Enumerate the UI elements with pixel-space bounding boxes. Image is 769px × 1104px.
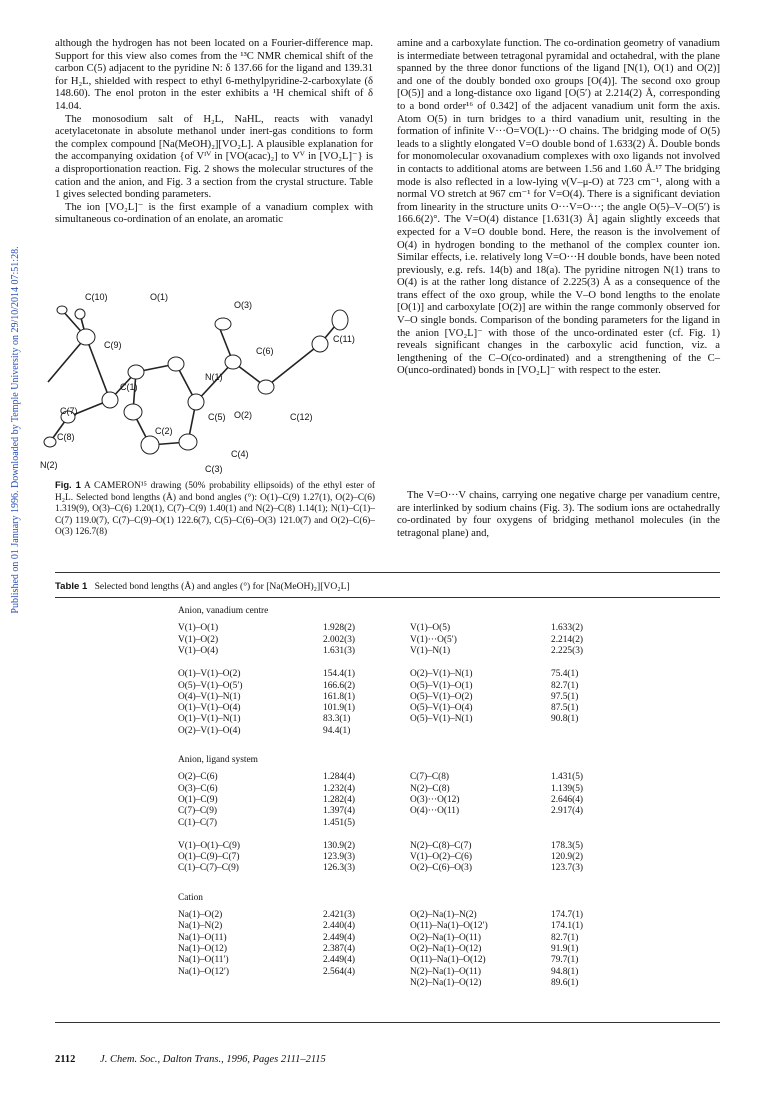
table-cell-parameter: O(1)–V(1)–O(4) [178,703,241,714]
table-cell-value: 174.1(1) [551,921,584,932]
atom-label: O(1) [150,292,168,302]
table-cell-value: 123.9(3) [323,852,356,863]
table-cell-value: 82.7(1) [551,932,579,943]
molecular-structure-figure [38,282,380,478]
atom-label: C(7) [60,406,78,416]
figure-caption [55,479,375,539]
table-cell-parameter: C(1)–C(7) [178,817,218,828]
table-cell-parameter: C(1)–C(7)–C(9) [178,863,239,874]
table-cell-value: 123.7(3) [551,863,584,874]
paragraph: The ion [VO₂L]⁻ is the first example of a vanadium complex with simultaneous co-ordination of an enolate, an aromatic [55,201,373,226]
atom-label: C(12) [290,412,313,422]
table-cell-parameter: C(7)–C(9) [178,806,218,817]
page-number: 2112 [55,1054,76,1065]
table-cell-parameter: O(5)–V(1)–N(1) [410,714,473,725]
atom-ellipsoids [44,306,348,454]
table-cell-parameter: O(4)–V(1)–N(1) [178,691,241,702]
table-section-heading: Anion, ligand system [178,755,258,765]
table-cell-parameter: O(2)–Na(1)–O(12) [410,943,482,954]
table-label: Table 1 [55,581,88,592]
caption-label: Fig. 1 [55,479,81,490]
table-cell-value: 2.225(3) [551,645,584,656]
table-cell-value: 1.397(4) [323,806,356,817]
table-section-heading: Cation [178,892,203,903]
table-cell-parameter: Na(1)–N(2) [178,921,223,932]
table-cell-value: 2.440(4) [323,921,356,932]
table-cell-value: 79.7(1) [551,955,579,966]
table-caption [55,581,350,592]
table-cell-value: 2.214(2) [551,634,584,645]
download-watermark [0,0,22,1104]
table-cell-value: 87.5(1) [551,703,579,714]
table-bottom-rule [55,1022,720,1023]
table-cell-value: 97.5(1) [551,691,579,702]
table-cell-parameter: V(1)–O(1) [178,623,219,634]
table-cell-parameter: O(2)–V(1)–O(4) [178,725,241,736]
table-cell-parameter: Na(1)–O(2) [178,910,223,920]
atom-label: C(4) [231,449,249,459]
table-top-rule [55,572,720,573]
table-cell-parameter: V(1)···O(5′) [410,634,457,645]
atom-label: C(6) [256,346,274,356]
table-cell-value: 94.4(1) [323,725,351,736]
table-cell-parameter: O(1)–V(1)–O(2) [178,669,241,680]
table-cell-parameter: O(11)–Na(1)–O(12) [410,955,486,966]
table-cell-parameter: O(2)–C(6)–O(3) [410,863,472,874]
atom-label: N(2) [40,460,58,470]
table-cell-value: 166.6(2) [323,680,356,691]
table-cell-parameter: C(7)–C(8) [410,772,450,783]
atom-labels [40,292,355,474]
table-cell-value: 83.3(1) [323,714,351,725]
table-cell-parameter: V(1)–O(5) [410,623,451,634]
table-cell-parameter: O(2)–C(6) [178,772,218,783]
table-cell-parameter: N(2)–C(8) [410,783,450,794]
atom-label: N(1) [205,372,223,382]
table-cell-value: 2.421(3) [323,910,356,920]
right-column-continued [397,490,720,540]
journal-reference: J. Chem. Soc., Dalton Trans., 1996, Pages 2111–2115 [100,1054,326,1065]
paragraph: The monosodium salt of H₂L, NaHL, reacts with vanadyl acetylacetonate in absolute methanol under inert-gas conditions to form the complex compound [Na(MeOH)₂][VO₂L]. A plausible explanation for the accompanying oxidation {of Vᴵⱽ in [VO(acac)₂] to Vⱽ in [VO₂L]⁻} is a disproportionation reaction. Fig. 2 shows the molecular structures of the cation and the anion, and Fig. 3 a section from the crystal structure. Table 1 gives selected bonding parameters. [55,113,373,201]
table-cell-value: 89.6(1) [551,977,579,988]
table-cell-value: 2.564(4) [323,966,356,977]
table-cell-parameter: O(5)–V(1)–O(1) [410,680,473,691]
left-column [55,38,373,227]
page-footer [55,1054,326,1065]
table-cell-parameter: O(1)–V(1)–N(1) [178,714,241,725]
atom-label: C(9) [104,340,122,350]
table-cell-parameter: V(1)–O(4) [178,645,219,656]
table-cell-parameter: O(11)–Na(1)–O(12′) [410,921,488,932]
table-cell-parameter: V(1)–N(1) [410,645,451,656]
table-cell-value: 178.3(5) [551,840,584,851]
table-cell-value: 1.282(4) [323,794,356,805]
bonds [48,310,340,445]
table-cell-value: 2.646(4) [551,794,584,805]
atom-label: C(10) [85,292,108,302]
table-cell-parameter: N(2)–Na(1)–O(12) [410,977,482,988]
right-column [397,38,720,378]
table-cell-value: 90.8(1) [551,714,579,725]
table-cell-value: 154.4(1) [323,669,356,680]
table-cell-parameter: V(1)–O(2) [178,634,219,645]
atom-label: O(2) [234,410,252,420]
atom-label: C(8) [57,432,75,442]
table-cell-value: 126.3(3) [323,863,356,874]
table-cell-parameter: O(1)–C(9) [178,794,218,805]
table-cell-value: 2.917(4) [551,806,584,817]
atom-label: O(3) [234,300,252,310]
table-cell-parameter: Na(1)–O(11′) [178,955,229,966]
table-cell-parameter: O(4)···O(11) [410,806,460,817]
table-cell-value: 1.631(3) [323,645,356,656]
table-cell-parameter: O(5)–V(1)–O(4) [410,703,473,714]
table-cell-parameter: O(5)–V(1)–O(5′) [178,680,243,691]
atom-label: C(11) [333,334,355,344]
table-title: Selected bond lengths (Å) and angles (°) for [Na(MeOH)₂][VO₂L] [94,581,350,592]
table-cell-value: 2.002(3) [323,634,356,645]
table-cell-parameter: Na(1)–O(12) [178,943,227,954]
table-cell-value: 91.9(1) [551,943,579,954]
atom-label: C(1) [120,382,138,392]
table-cell-parameter: O(2)–Na(1)–N(2) [410,910,477,920]
table-cell-value: 1.928(2) [323,623,356,634]
table-cell-parameter: N(2)–C(8)–C(7) [410,840,472,851]
table-cell-value: 120.9(2) [551,852,584,863]
paragraph: amine and a carboxylate function. The co-ordination geometry of vanadium is intermediate between tetragonal pyramidal and octahedral, with the plane spanned by the three donor functions of the ligand [N(1), O(1) and O(2)] and one of the doubly bonded oxo groups [O(4)]. The second oxo group [O(5)] and a long-distance oxo ligand [O(5′) at 2.214(2) Å, corresponding to a bond order¹⁶ of 0.342] of the adjacent vanadium unit form the axis. Atom O(5) in turn bridges to a third vanadium unit, resulting in the formation of infinite V···O=VO(L)···O chains. The bridging mode of O(5) leads to a slightly elongated V=O double bond of 1.633(2) Å. Double bonds for monomolecular oxovanadium complexes with oxo ligands not involved in contacts to additional atoms are between 1.56 and 1.60 Å.¹⁷ The bridging mode is also reflected in a low-lying ν(V–μ-O) at 723 cm⁻¹, along with a normal VO stretch at 967 cm⁻¹ for V=O(4). There is a significant deviation from linearity in the structure units O···V=O···; the angle O(5)–V–O(5′) is 166.6(2)°. The V=O(4) distance [1.631(3) Å] again slightly exceeds that expected for a V=O double bond. Here, the reason is the involvement of O(4) in hydrogen bonding to the methanol of the complex counter ion. Similar effects, i.e. relatively long V=O···H double bonds, have been noted previously, e.g. refs. 14(b) and 18(a). The pyridine nitrogen N(1) trans to O(4) is at the rather long distance of 2.225(3) Å as a consequence of the trans effect of the oxo group, while the V–O bond lengths to the enolate [O(1)] and carboxylate [O(2)] are within the range commonly observed for V–O single bonds. Comparison of the bonding parameters for the ligand in the anion [VO₂L]⁻ with those of the unco-ordinated ester (cf. Fig. 1) reveals significant changes in the carboxylic acid function, viz. a lengthening of the C–O(co-ordinated) and a strengthening of the C–O(unco-ordinated) bonds in [VO₂L]⁻ with respect to the ester. [397,38,720,377]
table-cell-parameter: O(2)–V(1)–N(1) [410,669,473,680]
table-section-heading: Anion, vanadium centre [178,606,269,616]
table-cell-value: 2.449(4) [323,932,356,943]
table-cell-value: 2.387(4) [323,943,356,954]
atom-label: C(5) [208,412,226,422]
table-cell-parameter: V(1)–O(2)–C(6) [410,852,472,863]
table-cell-value: 161.8(1) [323,691,356,702]
table-cell-parameter: N(2)–Na(1)–O(11) [410,966,481,977]
table-cell-value: 94.8(1) [551,966,579,977]
table-cell-value: 1.451(5) [323,817,356,828]
table-cell-value: 1.633(2) [551,623,584,634]
table-header-rule [55,597,720,598]
table-cell-value: 130.9(2) [323,840,356,851]
table-cell-value: 2.449(4) [323,955,356,966]
caption-text: A CAMERON¹⁵ drawing (50% probability ellipsoids) of the ethyl ester of H₂L. Selected bond lengths (Å) and bond angles (°): O(1)–C(9) 1.27(1), O(2)–C(6) 1.319(9), O(3)–C(6) 1.20(1), C(7)–C(9) 1.40(1) and N(2)–C(8) 1.14(1); N(1)–C(1)–C(7) 119.0(7), C(7)–C(9)–O(1) 122.6(7), C(5)–C(6)–O(3) 121.0(7) and O(2)–C(6)–O(3) 126.7(8) [55,481,376,538]
table-cell-value: 174.7(1) [551,910,584,920]
table-cell-value: 1.431(5) [551,772,584,783]
table-cell-parameter: Na(1)–O(11) [178,932,227,943]
table-cell-value: 1.232(4) [323,783,356,794]
table-cell-parameter: O(3)···O(12) [410,794,460,805]
table-cell-parameter: V(1)–O(1)–C(9) [178,840,240,851]
table-cell-value: 1.139(5) [551,783,584,794]
atom-label: C(3) [205,464,223,474]
table-cell-parameter: O(3)–C(6) [178,783,218,794]
table-cell-value: 1.284(4) [323,772,356,783]
table-cell-parameter: O(1)–C(9)–C(7) [178,852,240,863]
table-cell-value: 75.4(1) [551,669,579,680]
paragraph: although the hydrogen has not been located on a Fourier-difference map. Support for this view also comes from the ¹³C NMR chemical shift of the carbon C(5) adjacent to the pyridine N: δ 137.66 for the ligand and 139.31 for H₂L, shielded with respect to ethyl 6-methylpyridine-2-carboxylate (δ 148.60). The enol proton in the ester exhibits a ¹H chemical shift of δ 14.04. [55,38,373,112]
table-cell-parameter: O(5)–V(1)–O(2) [410,691,473,702]
table-cell-value: 82.7(1) [551,680,579,691]
watermark-text: Published on 01 January 1996. Downloaded by Temple University on 29/10/2014 07:51:28. [10,246,21,614]
table-cell-parameter: O(2)–Na(1)–O(11) [410,932,481,943]
table-cell-value: 101.9(1) [323,703,356,714]
table-cell-parameter: Na(1)–O(12′) [178,966,229,977]
paragraph: The V=O···V chains, carrying one negative charge per vanadium centre, are interlinked by sodium chains (Fig. 3). The sodium ions are octahedrally co-ordinated by four oxygens of bridging methanol molecules (in the tetragonal plane) and, [397,490,720,539]
atom-label: C(2) [155,426,173,436]
